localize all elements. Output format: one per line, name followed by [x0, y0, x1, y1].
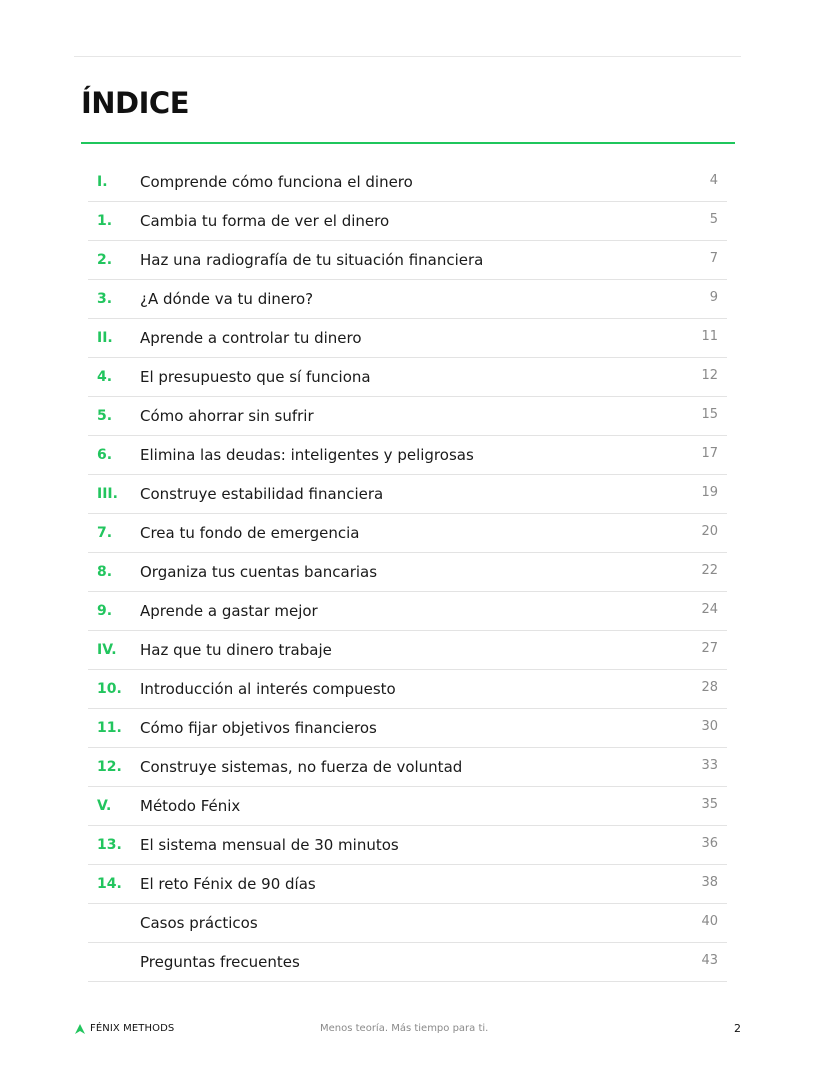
page-footer: [74, 1020, 741, 1040]
footer-brand-name: FÉNIX METHODS: [90, 1022, 175, 1034]
toc-entry-number: 3.: [97, 291, 113, 307]
toc-entry-number: II.: [97, 330, 113, 346]
toc-entry[interactable]: [88, 943, 727, 982]
toc-entry-number: 12.: [97, 759, 122, 775]
toc-entry[interactable]: [88, 514, 727, 553]
toc-entry-page: 27: [701, 641, 718, 656]
toc-entry[interactable]: [88, 436, 727, 475]
toc-entry[interactable]: [88, 826, 727, 865]
toc-entry-title: Cómo ahorrar sin sufrir: [140, 407, 314, 425]
toc-entry-title: ¿A dónde va tu dinero?: [140, 290, 314, 308]
toc-entry[interactable]: [88, 280, 727, 319]
toc-entry[interactable]: [88, 670, 727, 709]
toc-entry[interactable]: [88, 319, 727, 358]
toc-entry-number: 2.: [97, 252, 113, 268]
toc-entry-number: I.: [97, 174, 108, 190]
toc-entry-title: Aprende a gastar mejor: [140, 602, 318, 620]
phoenix-logo-icon: [74, 1022, 86, 1034]
toc-entry-number: III.: [97, 486, 118, 502]
toc-entry-title: Crea tu fondo de emergencia: [140, 524, 360, 542]
page-number: 2: [734, 1022, 741, 1035]
toc-entry[interactable]: [88, 748, 727, 787]
toc-entry-title: El reto Fénix de 90 días: [140, 875, 316, 893]
toc-entry-number: 6.: [97, 447, 113, 463]
toc-entry-title: Comprende cómo funciona el dinero: [140, 173, 413, 191]
toc-entry-title: Cómo fijar objetivos financieros: [140, 719, 377, 737]
toc-entry[interactable]: [88, 163, 727, 202]
toc-entry-number: 1.: [97, 213, 113, 229]
toc-entry-page: 28: [701, 680, 718, 695]
toc-entry-page: 19: [701, 485, 718, 500]
toc-entry[interactable]: [88, 202, 727, 241]
toc-entry-number: 11.: [97, 720, 122, 736]
toc-entry-number: 9.: [97, 603, 113, 619]
toc-entry-number: IV.: [97, 642, 117, 658]
toc-entry[interactable]: [88, 631, 727, 670]
toc-entry[interactable]: [88, 709, 727, 748]
toc-entry-page: 4: [709, 173, 718, 188]
toc-entry[interactable]: [88, 592, 727, 631]
toc-entry-title: Construye estabilidad financiera: [140, 485, 384, 503]
toc-entry-number: V.: [97, 798, 112, 814]
toc-entry[interactable]: [88, 397, 727, 436]
toc-entry-page: 20: [701, 524, 718, 539]
toc-entry-page: 30: [701, 719, 718, 734]
toc-entry-page: 35: [701, 797, 718, 812]
toc-entry-page: 24: [701, 602, 718, 617]
toc-entry-page: 9: [709, 290, 718, 305]
toc-entry-page: 5: [709, 212, 718, 227]
toc-entry-page: 36: [701, 836, 718, 851]
toc-entry[interactable]: [88, 553, 727, 592]
toc-entry-title: El presupuesto que sí funciona: [140, 368, 371, 386]
toc-entry[interactable]: [88, 241, 727, 280]
footer-tagline: Menos teoría. Más tiempo para ti.: [320, 1023, 489, 1034]
toc-entry-page: 22: [701, 563, 718, 578]
toc-entry-page: 15: [701, 407, 718, 422]
footer-brand: [74, 1022, 174, 1034]
toc-entry[interactable]: [88, 904, 727, 943]
toc-entry-page: 38: [701, 875, 718, 890]
toc-entry[interactable]: [88, 358, 727, 397]
toc-entry-title: Método Fénix: [140, 797, 241, 815]
toc-entry-number: 8.: [97, 564, 113, 580]
toc-entry-number: 14.: [97, 876, 122, 892]
page-title: ÍNDICE: [81, 86, 190, 120]
toc-entry-page: 40: [701, 914, 718, 929]
toc-entry-number: 13.: [97, 837, 122, 853]
toc-entry-title: Haz una radiografía de tu situación financiera: [140, 251, 484, 269]
toc-entry-title: Elimina las deudas: inteligentes y peligrosas: [140, 446, 474, 464]
toc-entry-title: Aprende a controlar tu dinero: [140, 329, 362, 347]
toc-entry-number: 5.: [97, 408, 113, 424]
toc-entry-title: Organiza tus cuentas bancarias: [140, 563, 378, 581]
toc-entry-title: Construye sistemas, no fuerza de voluntad: [140, 758, 463, 776]
toc-entry-page: 11: [701, 329, 718, 344]
title-underline: [81, 142, 735, 144]
toc-entry-page: 17: [701, 446, 718, 461]
toc-entry-number: 7.: [97, 525, 113, 541]
toc-entry-number: 4.: [97, 369, 113, 385]
toc-entry-title: Introducción al interés compuesto: [140, 680, 396, 698]
toc-entry[interactable]: [88, 787, 727, 826]
toc-entry-title: Casos prácticos: [140, 914, 258, 932]
toc-entry-title: Haz que tu dinero trabaje: [140, 641, 332, 659]
header-divider: [74, 56, 741, 57]
toc-entry[interactable]: [88, 475, 727, 514]
toc-entry-title: Preguntas frecuentes: [140, 953, 300, 971]
table-of-contents: [88, 163, 727, 982]
toc-entry[interactable]: [88, 865, 727, 904]
toc-entry-title: El sistema mensual de 30 minutos: [140, 836, 399, 854]
toc-entry-title: Cambia tu forma de ver el dinero: [140, 212, 390, 230]
toc-entry-page: 7: [709, 251, 718, 266]
toc-entry-page: 43: [701, 953, 718, 968]
toc-entry-page: 12: [701, 368, 718, 383]
toc-entry-page: 33: [701, 758, 718, 773]
toc-entry-number: 10.: [97, 681, 122, 697]
